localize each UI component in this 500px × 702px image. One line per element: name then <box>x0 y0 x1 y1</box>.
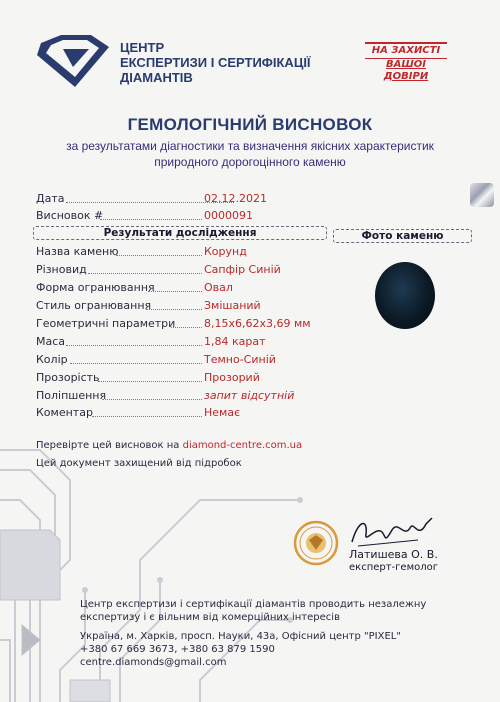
result-value: 1,84 карат <box>204 335 266 348</box>
leader-dots <box>146 309 202 310</box>
stamp-line3: ДОВІРИ <box>383 71 429 82</box>
result-label: Різновид <box>36 263 87 276</box>
leader-dots <box>88 273 202 274</box>
subtitle-line2: природного дорогоцінного каменю <box>154 155 346 169</box>
leader-dots <box>70 363 202 364</box>
date-value: 02.12.2021 <box>204 192 267 205</box>
seal-icon <box>293 520 339 566</box>
result-label: Геометричні параметри <box>36 317 176 330</box>
result-value: 8,15x6,62x3,69 мм <box>204 317 311 330</box>
signature-icon <box>348 510 436 550</box>
protected-note: Цей документ захищений від підробок <box>36 458 242 469</box>
leader-dots <box>92 416 202 417</box>
result-value: Темно-Синій <box>204 353 276 366</box>
result-label: Коментар <box>36 406 93 419</box>
leader-dots <box>66 345 202 346</box>
verify-note <box>36 440 302 451</box>
result-value: Овал <box>204 281 233 294</box>
leader-dots <box>171 327 202 328</box>
footer-phones: +380 67 669 3673, +380 63 879 1590 <box>80 644 275 655</box>
result-value: Немає <box>204 406 241 419</box>
leader-dots <box>98 381 202 382</box>
footer-email[interactable]: centre.diamonds@gmail.com <box>80 657 227 668</box>
footer-line1: Центр експертизи і сертифікації діамантів проводить незалежну <box>80 599 427 610</box>
trust-stamp <box>365 42 447 83</box>
result-label: Назва каменю <box>36 245 119 258</box>
footer-line2: експертизу і є вільним від комерційних інтересів <box>80 612 340 623</box>
org-name <box>120 40 311 85</box>
diamond-logo-icon <box>33 33 113 91</box>
org-name-line2: ЕКСПЕРТИЗИ І СЕРТИФІКАЦІЇ <box>120 55 311 70</box>
result-value: Змішаний <box>204 299 261 312</box>
leader-dots <box>100 219 202 220</box>
result-label: Поліпшення <box>36 389 107 402</box>
document-subtitle <box>0 138 500 170</box>
conclusion-number-label: Висновок # <box>36 209 104 222</box>
stamp-line2: ВАШОЇ <box>386 59 426 70</box>
subtitle-line1: за результатами діагностики та визначення якісних характеристик <box>66 139 434 153</box>
result-label: Стиль огранювання <box>36 299 152 312</box>
date-label: Дата <box>36 192 65 205</box>
result-label: Маса <box>36 335 66 348</box>
hologram-icon <box>470 183 494 207</box>
result-label: Форма огранювання <box>36 281 155 294</box>
result-value: Сапфір Синій <box>204 263 281 276</box>
conclusion-number-value: 0000091 <box>204 209 253 222</box>
leader-dots <box>102 399 202 400</box>
results-header: Результати дослідження <box>33 226 327 240</box>
result-label: Колір <box>36 353 68 366</box>
stamp-line1: НА ЗАХИСТІ <box>365 42 447 59</box>
result-value: Корунд <box>204 245 247 258</box>
leader-dots <box>148 291 202 292</box>
result-value: запит відсутній <box>204 389 295 402</box>
org-name-line3: ДІАМАНТІВ <box>120 70 193 85</box>
verify-link[interactable]: diamond-centre.com.ua <box>182 440 303 451</box>
photo-header: Фото каменю <box>333 229 472 243</box>
footer-address: Україна, м. Харків, просп. Науки, 43а, Офісний центр "PIXEL" <box>80 631 401 642</box>
document-title: ГЕМОЛОГІЧНИЙ ВИСНОВОК <box>127 115 373 134</box>
verify-prefix: Перевірте цей висновок на <box>36 440 183 451</box>
signer-role: експерт-гемолог <box>349 562 438 573</box>
leader-dots <box>116 255 202 256</box>
result-value: Прозорий <box>204 371 260 384</box>
gem-photo <box>375 262 435 329</box>
org-name-line1: ЦЕНТР <box>120 40 165 55</box>
result-label: Прозорість <box>36 371 100 384</box>
signer-name: Латишева О. В. <box>349 548 438 561</box>
